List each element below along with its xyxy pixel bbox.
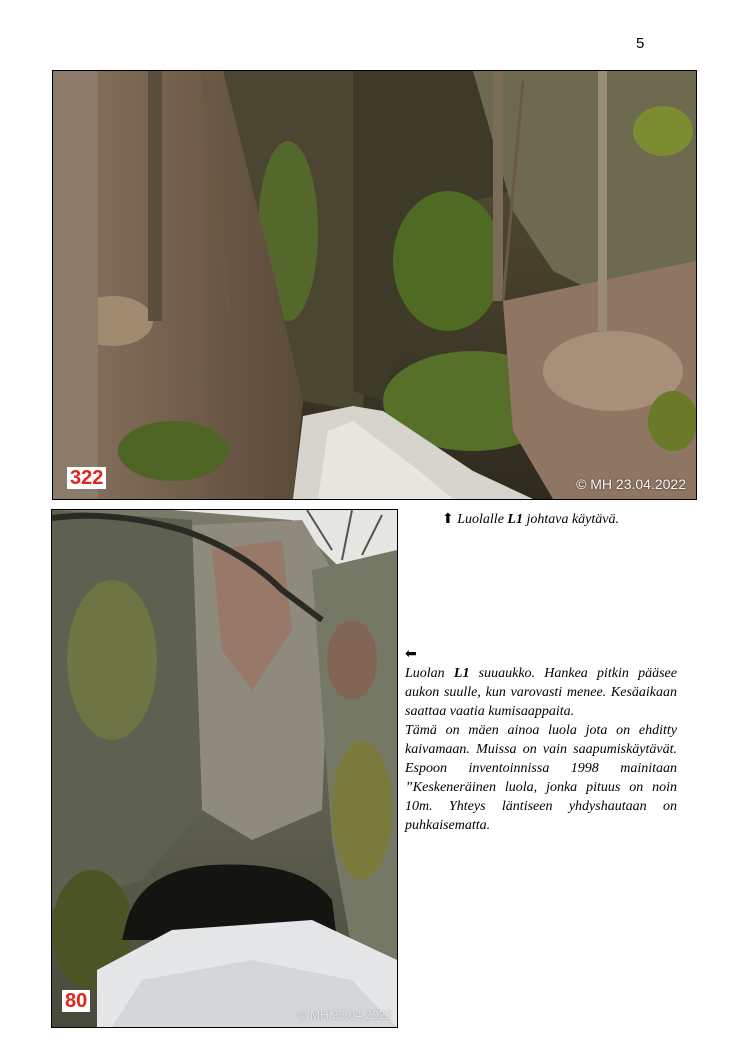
caption-paragraph-1 <box>405 664 677 721</box>
arrow-left-icon: ⬅ <box>405 646 417 662</box>
photo-number-label: 80 <box>62 990 90 1012</box>
page-number: 5 <box>636 35 645 52</box>
cave-code: L1 <box>453 666 470 681</box>
caption-text: Luolalle <box>457 512 508 527</box>
ravine-photo-illustration <box>53 71 696 499</box>
cave-code: L1 <box>507 512 523 527</box>
caption-text: suuaukko. Hankea pitkin pääsee aukon suulle, kun varovasti menee. Kesäaikaan saattaa vaatia kumisaappaita. <box>405 666 677 719</box>
caption-top-photo <box>442 511 619 528</box>
copyright-watermark: © MH 23.04.2022 <box>297 1008 392 1022</box>
photo-cave-entrance <box>51 509 398 1028</box>
arrow-up-icon: ⬆ <box>442 511 454 527</box>
caption-paragraph-2: Tämä on mäen ainoa luola jota on ehditty kaivamaan. Muissa on vain saapumiskäytävät. Espoon inventoinnissa 1998 mainitaan ”Keskeneräinen luola, jonka pituus on noin 10m. Yhteys läntiseen yhdyshautaan on puhkaisematta. <box>405 723 677 833</box>
photo-ravine-passage <box>52 70 697 500</box>
cave-photo-illustration <box>52 510 397 1027</box>
caption-text: Luolan <box>405 666 454 681</box>
photo-number-label: 322 <box>67 467 106 489</box>
caption-bottom-photo <box>405 645 677 835</box>
copyright-watermark: © MH 23.04.2022 <box>576 476 686 492</box>
caption-text: johtava käytävä. <box>522 512 619 527</box>
